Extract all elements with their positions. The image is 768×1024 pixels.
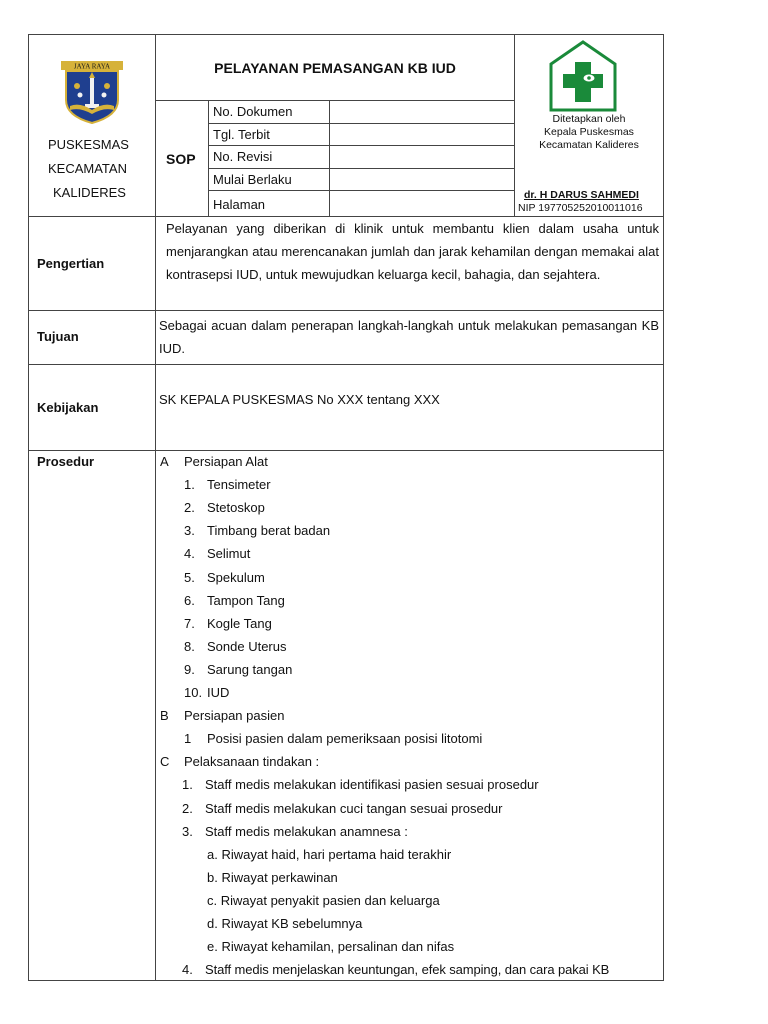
list-item: Staff medis melakukan anamnesa : xyxy=(205,823,408,839)
list-item: Stetoskop xyxy=(207,500,265,516)
list-number: 2. xyxy=(184,500,195,516)
meta-label-terbit: Tgl. Terbit xyxy=(213,127,270,142)
org-name-line-2: KECAMATAN xyxy=(48,161,127,176)
logo-ribbon-text: JAYA RAYA xyxy=(73,62,111,71)
signatory-nip: NIP 197705252010011016 xyxy=(518,202,643,214)
prosedur-label: Prosedur xyxy=(37,454,95,469)
border-pengertian-bottom xyxy=(28,310,664,311)
border-top xyxy=(28,34,664,35)
section-title-b: Persiapan pasien xyxy=(184,708,285,724)
list-number: 3. xyxy=(184,523,195,539)
list-number: 9. xyxy=(184,661,195,677)
sop-label: SOP xyxy=(166,151,196,167)
tujuan-label: Tujuan xyxy=(37,329,79,344)
list-item: Kogle Tang xyxy=(207,615,272,631)
signatory-name: dr. H DARUS SAHMEDI xyxy=(524,189,639,201)
border-kebijakan-bottom xyxy=(28,450,664,451)
list-number: 2. xyxy=(182,800,193,816)
meta-label-halaman: Halaman xyxy=(213,197,266,212)
list-subitem: a. Riwayat haid, hari pertama haid terakhir xyxy=(207,846,452,862)
section-marker-b: B xyxy=(160,708,169,724)
jakarta-emblem-icon xyxy=(60,60,124,124)
list-item: Staff medis melakukan identifikasi pasien sesuai prosedur xyxy=(205,777,539,793)
org-name-line-3: KALIDERES xyxy=(53,185,126,200)
border-meta-3 xyxy=(208,168,515,169)
pengertian-text: Pelayanan yang diberikan di klinik untuk membantu klien dalam usaha untuk menjarangkan atau merencanakan jumlah dan jarak kehamilan dengan memakai alat kontrasepsi IUD, untuk mewujudkan keluarga kecil, bahagia, dan sejahtera. xyxy=(166,221,659,282)
list-subitem: e. Riwayat kehamilan, persalinan dan nifas xyxy=(207,939,455,955)
border-sop-col xyxy=(208,100,209,217)
border-meta-4 xyxy=(208,190,515,191)
list-number: 8. xyxy=(184,638,195,654)
approval-line-1: Ditetapkan oleh xyxy=(552,113,626,125)
section-marker-a: A xyxy=(160,454,169,469)
list-subitem: c. Riwayat penyakit pasien dan keluarga xyxy=(207,892,440,908)
border-meta-col xyxy=(329,100,330,217)
document-title: PELAYANAN PEMASANGAN KB IUD xyxy=(214,60,456,76)
border-tujuan-bottom xyxy=(28,364,664,365)
list-item: Spekulum xyxy=(207,569,265,585)
list-item: Sarung tangan xyxy=(207,661,293,677)
border-left xyxy=(28,34,29,981)
section-title-a: Persiapan Alat xyxy=(184,454,268,469)
list-item: Sonde Uterus xyxy=(207,638,287,654)
org-name-line-1: PUSKESMAS xyxy=(48,137,129,152)
kebijakan-label: Kebijakan xyxy=(37,400,99,415)
list-number: 7. xyxy=(184,615,195,631)
border-bottom xyxy=(28,980,664,981)
border-right xyxy=(663,34,664,981)
approval-line-2: Kepala Puskesmas xyxy=(544,126,634,138)
list-item: Tensimeter xyxy=(207,477,271,493)
kebijakan-text: SK KEPALA PUSKESMAS No XXX tentang XXX xyxy=(159,392,440,407)
border-title-bottom xyxy=(155,100,515,101)
tujuan-text: Sebagai acuan dalam penerapan langkah-langkah untuk melakukan pemasangan KB IUD. xyxy=(159,318,659,356)
list-item: Posisi pasien dalam pemeriksaan posisi litotomi xyxy=(207,731,483,747)
list-number: 3. xyxy=(182,823,193,839)
section-marker-c: C xyxy=(160,754,170,770)
list-item: Staff medis menjelaskan keuntungan, efek samping, dan cara pakai KB xyxy=(205,962,610,978)
section-title-c: Pelaksanaan tindakan : xyxy=(184,754,320,770)
list-number: 1. xyxy=(182,777,193,793)
border-meta-2 xyxy=(208,145,515,146)
list-item: Selimut xyxy=(207,546,251,562)
list-subitem: d. Riwayat KB sebelumnya xyxy=(207,916,363,931)
meta-label-revisi: No. Revisi xyxy=(213,149,273,164)
pengertian-label: Pengertian xyxy=(37,256,105,271)
list-item: Timbang berat badan xyxy=(207,523,331,539)
border-meta-1 xyxy=(208,123,515,124)
list-item: Tampon Tang xyxy=(207,592,285,608)
list-item: IUD xyxy=(207,685,230,700)
list-item: Staff medis melakukan cuci tangan sesuai prosedur xyxy=(205,800,503,816)
approval-line-3: Kecamatan Kalideres xyxy=(539,139,639,151)
list-number: 6. xyxy=(184,592,195,608)
meta-label-berlaku: Mulai Berlaku xyxy=(213,172,292,187)
list-number: 1. xyxy=(184,477,195,493)
list-subitem: b. Riwayat perkawinan xyxy=(207,869,338,885)
border-label-col xyxy=(155,34,156,981)
list-number: 4. xyxy=(182,962,193,978)
list-number: 1 xyxy=(184,731,192,747)
puskesmas-logo-icon xyxy=(549,40,617,112)
list-number: 10. xyxy=(184,685,203,700)
list-number: 4. xyxy=(184,546,195,562)
list-number: 5. xyxy=(184,569,195,585)
meta-label-dokumen: No. Dokumen xyxy=(213,104,293,119)
